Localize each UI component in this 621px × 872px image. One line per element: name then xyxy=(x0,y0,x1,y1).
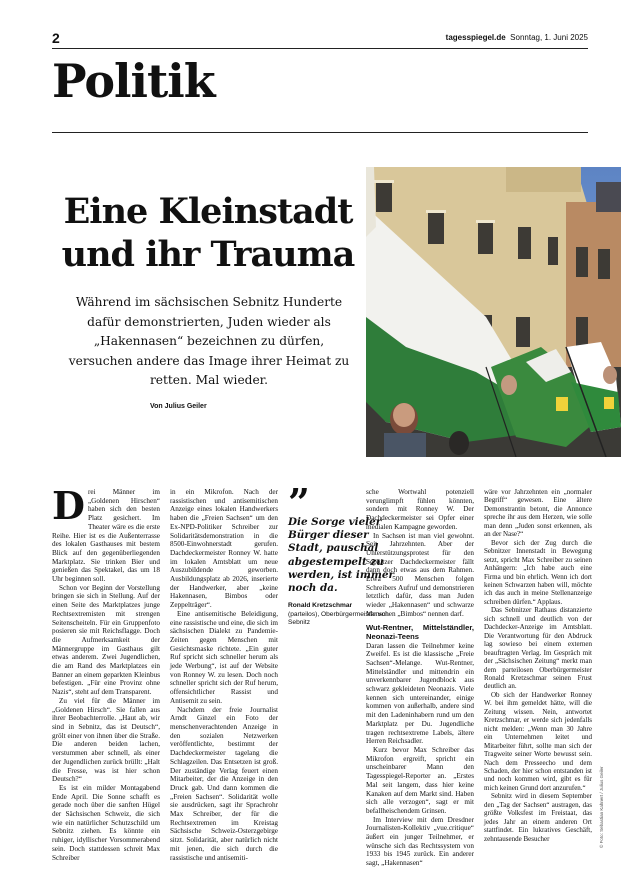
section-title: Politik xyxy=(52,54,215,108)
headline-line-2: und ihr Trauma xyxy=(61,234,355,275)
paragraph: Zu viel für die Männer im „Goldenen Hirsch“. Sie fallen aus ihrer Beobachterrolle. „Haut ab, wir sind in Sebnitz, das ist Deutsch“, grölt einer von ihnen über die Straße. Die anderen beiden lachen, verstummen aber schnell, als einer der Jugendlichen zurück brüllt: „Halt die Fresse, was ist hier schon Deutsch?“ xyxy=(52,696,160,784)
paragraph: Nachdem der freie Journalist Arndt Ginzel ein Foto der menschenverachtenden Anzeige in den sozialen Netzwerken veröffentlichte, bestimmt der Dachdeckermeister tagelang die Schlagzeilen. Das Entsetzen ist groß. Der zuständige Verlag feuert einen Mitarbeiter, der die Anzeige in den Druck gab. Und dann kommen die „Freien Sachsen“. Solidarität wolle sie ausdrücken, sagt ihr Sprachrohr Max Schreiber, der für die Rechtsextremen im Kreistag Sächsische Schweiz-Osterzgebirge sitzt. Solidarität, aber natürlich nicht mit jenen, die sich durch die rassistische und antisemiti- xyxy=(170,705,278,862)
byline: Von Julius Geiler xyxy=(150,403,207,410)
paragraph: rei Männer im „Goldenen Hirschen“ haben sich den besten Platz gesichert. Im Theater wäre es die erste Reihe. Hier ist es die Außenterrasse des lokalen Gasthauses mit bestem Blick auf den gegenüberliegenden Marktplatz. Sie trinken Bier und genießen das Spektakel, das um 18 Uhr beginnen soll. xyxy=(52,488,160,584)
top-rule xyxy=(52,48,588,49)
headline-line-1: Eine Kleinstadt xyxy=(63,191,353,232)
article-column-4 xyxy=(484,488,592,843)
paragraph: Sebnitz wird in diesem September den „Tag der Sachsen“ austragen, das größte Volksfest im Freistaat, das jedes Jahr an einem anderen Ort stattfindet. Ein lukratives Geschäft, zehntausende Besucher xyxy=(484,792,592,843)
quote-text: Die Sorge vieler Bürger dieser Stadt, pauschal abgestempelt zu werden, ist immer noch da. xyxy=(288,516,394,595)
site-name[interactable]: tagesspiegel.de xyxy=(445,33,506,42)
subheading: Wut-Rentner, Mittelständler, Neonazi-Teens xyxy=(366,622,474,642)
paragraph: Im Interview mit dem Dresdner Journalisten-Kollektiv „vue.critique“ äußert ein junger Teilnehmer, er wünsche sich das Rechtssystem von 1933 bis 1945 zurück. Ein anderer sagt, „Hakennasen“ xyxy=(366,815,474,868)
article-photo xyxy=(366,167,621,457)
paragraph: wäre vor Jahrzehnten ein „normaler Begriff“ gewesen. Eine ältere Demonstrantin betont, die Annonce spreche ihr aus dem Herzen, wie solle man denn „Juden sonst erkennen, als an der Nase?“ xyxy=(484,488,592,539)
paragraph: Schon vor Beginn der Vorstellung bringen sie sich in Stellung. Auf der einen Seite des Marktplatzes junge Rechtsextremisten mit strengen Seitenscheiteln. Für ein Gruppenfoto posieren sie mit Reichsflagge. Doch die Aufmerksamkeit der Männergruppe im Gasthaus gilt etwas anderem. Zwei Jugendlichen, die am Rand des Marktplatzes ein Banner an einem geparkten Kleinbus befestigen. „Für eine Provinz ohne Nazis“, steht auf dem Transparent. xyxy=(52,583,160,697)
masthead xyxy=(446,33,588,42)
drop-cap: D xyxy=(52,483,85,528)
paragraph: Bevor sich der Zug durch die Sebnitzer Innenstadt in Bewegung setzt, spricht Max Schreiber zu seinen Anhängern: „Ich habe auch eine Firma und bin ehrlich. Wenn ich dort keinen Schwarzen haben will, möchte ich das auch in meine Stellenanzeige schreiben dürfen.“ Applaus. xyxy=(484,538,592,606)
paragraph: Ob sich der Handwerker Ronney W. bei ihm gemeldet hätte, will die Zeitung wissen. Nein, antwortet Kretzschmar, er werde sich jedenfalls nicht melden: „Wenn man 30 Jahre ein Unternehmen leitet und Mitarbeiter führt, sollte man sich der Tragweite seiner Worte bewusst sein. Nach dem Presseecho und dem Schaden, der hier schon entstanden ist und noch kommen wird, gibt es für mich keinen Grund dort anzurufen.“ xyxy=(484,690,592,792)
paragraph: Kurz bevor Max Schreiber das Mikrofon ergreift, spricht ein unscheinbarer Mann den Tagesspiegel-Reporter an. „Erstes Mal seit langem, dass hier keine Kanaken auf dem Markt sind. Haben sich alle verzogen“, sagt er mit befallheischendem Grinsen. xyxy=(366,745,474,815)
paragraph: Eine antisemitische Beleidigung, eine rassistische und eine, die sich im sächsischen Dialekt zu Pandemie-Zeiten gegen Menschen mit Gesichtsmaske richtete. „Ein guter Ruf spricht sich schneller herum als jede Werbung“, ist auf der Website von Ronney W. zu lesen. Doch noch schneller spricht sich der Ruf herum, offensichtlicher Rassist und Antisemit zu sein. xyxy=(170,609,278,705)
headline xyxy=(52,190,364,276)
article-column-1 xyxy=(52,483,160,862)
quote-author: Ronald Kretzschmar xyxy=(288,602,353,610)
paragraph: in ein Mikrofon. Nach der rassistischen und antisemitischen Anzeige eines lokalen Handwerkers haben die „Freien Sachsen“ um den Ex-NPD-Politiker Schreiber zur Solidaritätsdemonstration in die 8500-Einwohnerstadt gerufen. Dachdeckermeister Ronney W. hatte im lokalen Amtsblatt um neue Auszubildende geworben. Ausbildungsplatz ab 2026, inserierte der Handwerker, aber „keine Hakennasen, Bimbos oder Zeppelträger“. xyxy=(170,488,278,610)
quote-author-role: (parteilos), Oberbürgermeister von Sebnitz xyxy=(288,610,389,627)
protest-flags-photo xyxy=(366,167,621,457)
section-rule xyxy=(52,132,588,133)
article-column-2 xyxy=(170,488,278,862)
issue-date: Sonntag, 1. Juni 2025 xyxy=(510,33,588,42)
teaser: Während im sächsischen Sebnitz Hunderte dafür demonstrierten, Juden wieder als „Hakennasen“ bezeichnen zu dürfen, versuchen andere das Image ihrer Heimat zu retten. Mal wieder. xyxy=(68,295,350,387)
paragraph: In Sachsen ist man viel gewohnt. Seit Jahrzehnten. Aber der Unterstützungsprotest für den Sebnitzer Dachdeckermeister fällt dann doch etwas aus dem Rahmen. Etwa 500 Menschen folgen Schreibers Aufruf und demonstrieren letztlich dafür, dass man Juden wieder „Hakennasen“ und schwarze Menschen „Bimbos“ nennen darf. xyxy=(366,531,474,618)
quote-mark-icon: ” xyxy=(288,480,310,525)
paragraph: Es ist ein milder Montagabend Ende April. Die Sonne schafft es gerade noch über die sanften Hügel der Sächsischen Schweiz, die sich wie ein natürlicher Schutzschild um Sebnitz ziehen. Es könnte ein ruhiger, idyllischer Vorsommerabend sein. Doch stattdessen schreit Max Schreiber xyxy=(52,783,160,862)
article-column-3 xyxy=(366,488,474,868)
paragraph: Das Sebnitzer Rathaus distanzierte sich schnell und deutlich von der Dachdecker-Anzeige im Amtsblatt. Die Verantwortung für den Abdruck lag sowieso bei einem externen beauftragten Verlag. Im Gespräch mit der „Sächsischen Zeitung“ merkt man dem parteilosen Oberbürgermeister Ronald Kretzschmar seinen Frust deutlich an. xyxy=(484,606,592,691)
paragraph: Daran lassen die Teilnehmer keine Zweifel. Es ist die klassische „Freie Sachsen“-Melange. Wut-Rentner, Mittelständler und mittendrin ein unverkennbarer Jugendblock aus schwarz gekleideten Neonazis. Viele kennen sich untereinander, einige kommen von außerhalb, andere sind mit den Ladeninhabern rund um den Marktplatz per Du. Jugendliche tragen rechtsextreme Labels, ältere Herren Reichsadler. xyxy=(366,641,474,746)
paragraph: sche Wortwahl potenziell verunglimpft fühlen könnten, sondern mit Ronney W. Der Dachdeckermeister sei Opfer einer medialen Kampagne geworden. xyxy=(366,488,474,531)
page-number: 2 xyxy=(52,30,60,46)
photo-credit: © Foto: Sebastian Kahnert / Julius Geiler xyxy=(599,766,604,848)
